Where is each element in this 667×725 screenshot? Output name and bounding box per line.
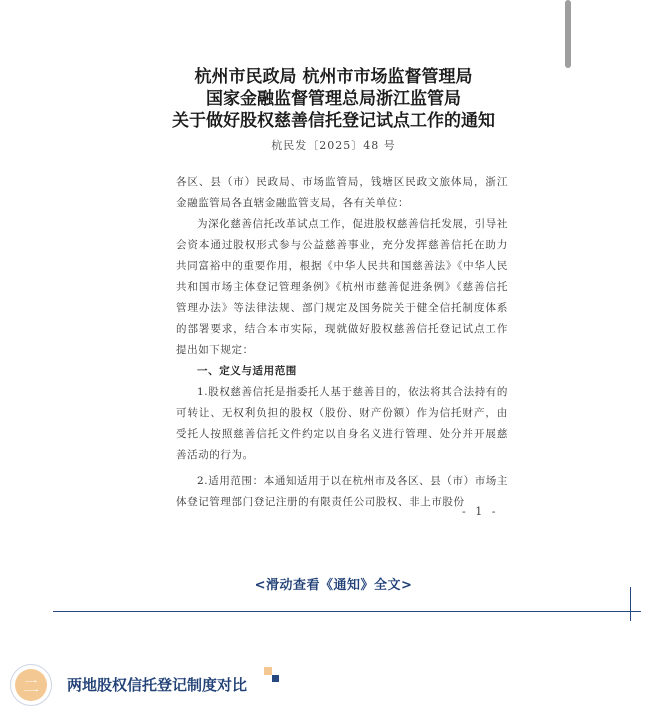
document-header bbox=[0, 66, 667, 154]
divider-line bbox=[53, 611, 641, 612]
section-number: 二 bbox=[15, 669, 47, 701]
scrollbar-thumb[interactable] bbox=[565, 0, 571, 68]
clause-2-paragraph: 2.适用范围：本通知适用于以在杭州市及各区、县（市）市场主体登记管理部门登记注册的有限责任公司股权、非上市股份 bbox=[176, 475, 508, 508]
section-heading-definitions: 一、定义与适用范围 bbox=[197, 365, 297, 377]
document-title-line-1: 杭州市民政局 杭州市市场监督管理局 bbox=[194, 67, 473, 87]
decorative-square-blue bbox=[272, 675, 279, 682]
preamble-paragraph: 为深化慈善信托改革试点工作，促进股权慈善信托发展，引导社会资本通过股权形式参与公益慈善事业，充分发挥慈善信托在助力共同富裕中的重要作用，根据《中华人民共和国慈善法》《中华人民共和国市场主体登记管理条例》《杭州市慈善促进条例》《慈善信托管理办法》等法律法规、部门规定及国务院关于健全信托制度体系的部署要求，结合本市实际，现就做好股权慈善信托登记试点工作提出如下规定： bbox=[176, 218, 508, 356]
scroll-hint-link[interactable]: <滑动查看《通知》全文> bbox=[254, 578, 413, 593]
document-title-line-2: 国家金融监督管理总局浙江监管局 bbox=[206, 89, 461, 109]
section-title: 两地股权信托登记制度对比 bbox=[67, 676, 248, 694]
document-title-line-3: 关于做好股权慈善信托登记试点工作的通知 bbox=[172, 111, 495, 131]
page-number: - 1 - bbox=[462, 505, 499, 518]
clause-1-paragraph: 1.股权慈善信托是指委托人基于慈善目的，依法将其合法持有的可转让、无权利负担的股权（股份、财产份额）作为信托财产，由受托人按照慈善信托文件约定以自身名义进行管理、处分并开展慈善活动的行为。 bbox=[176, 386, 508, 461]
document-body bbox=[176, 172, 508, 513]
salutation-paragraph: 各区、县（市）民政局、市场监管局，钱塘区民政文旅体局，浙江金融监管局各直辖金融监管支局，各有关单位： bbox=[176, 176, 508, 209]
decorative-square-orange bbox=[264, 667, 272, 675]
section-number-badge bbox=[10, 664, 52, 706]
document-number: 杭民发〔2025〕48 号 bbox=[271, 139, 396, 152]
divider-tick bbox=[630, 587, 631, 621]
